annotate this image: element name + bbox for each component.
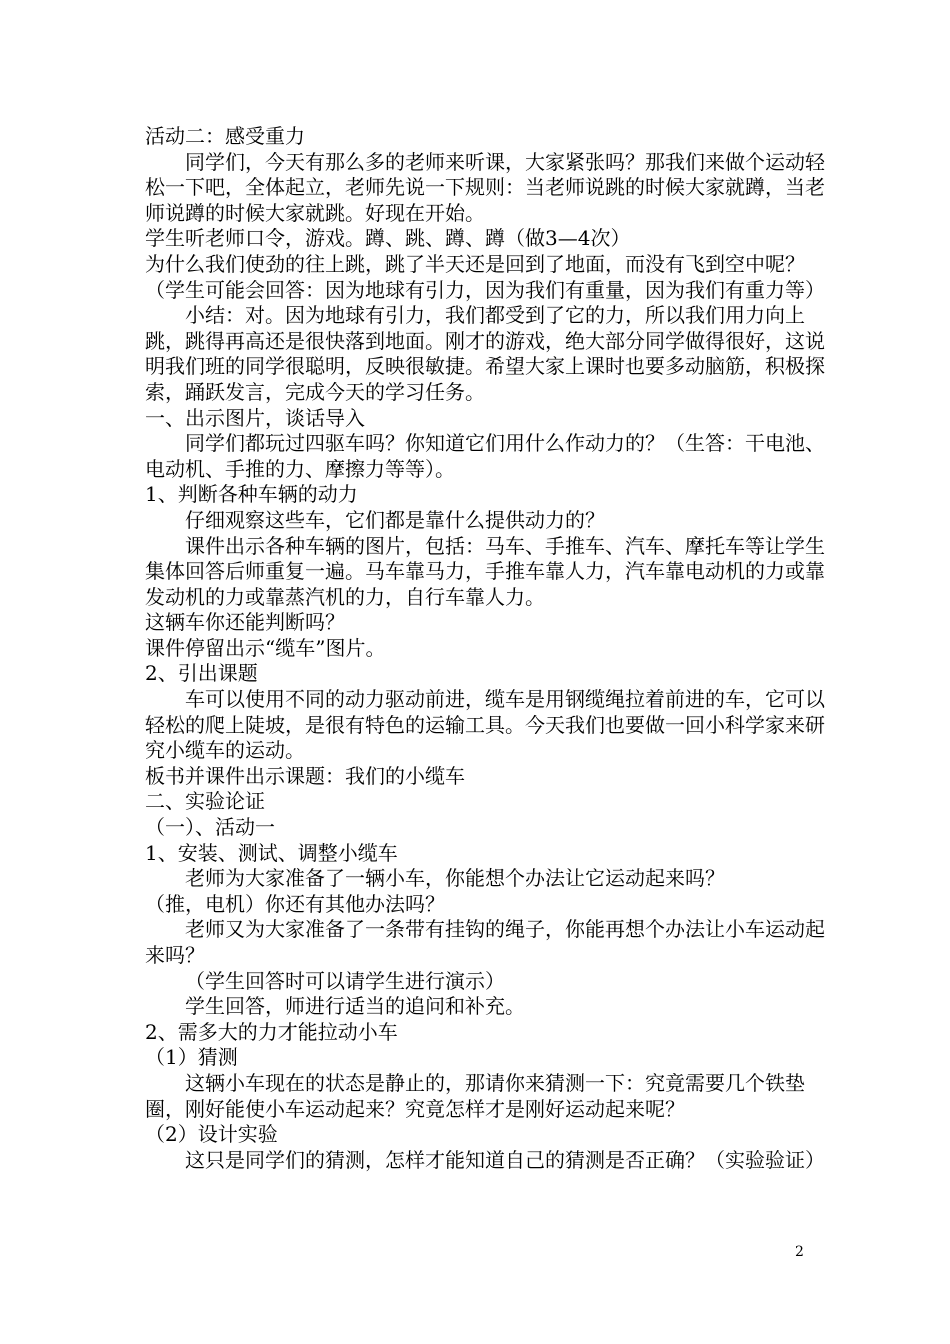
paragraph: 板书并课件出示课题：我们的小缆车 [145, 763, 465, 788]
heading-section-two: 二、实验论证 [145, 789, 265, 814]
heading-item-2: 2、引出课题 [145, 661, 258, 686]
heading-item-2: 2、需多大的力才能拉动小车 [145, 1019, 398, 1044]
heading-subitem-2: （2）设计实验 [145, 1122, 278, 1147]
paragraph: 学生回答，师进行适当的追问和补充。 [185, 994, 525, 1019]
heading-item-1: 1、安装、测试、调整小缆车 [145, 840, 398, 865]
paragraph: 这辆车你还能判断吗？ [145, 610, 345, 635]
paragraph: 课件停留出示“缆车”图片。 [145, 635, 386, 660]
heading-activity-two: 活动二：感受重力 [145, 124, 305, 148]
paragraph: 学生听老师口令，游戏。蹲、跳、蹲、蹲（做3—4次） [145, 226, 631, 251]
page-number: 2 [795, 1244, 804, 1260]
paragraph-summary: 小结：对。因为地球有引力，我们都受到了它的力，所以我们用力向上跳，跳得再高还是很快落到地面。刚才的游戏，绝大部分同学做得很好，这说明我们班的同学很聪明，反映很敏捷。希望大家上课时也要多动脑筋，积极探索，踊跃发言，完成今天的学习任务。 [145, 303, 825, 404]
paragraph: 仔细观察这些车，它们都是靠什么提供动力的？ [185, 507, 605, 532]
paragraph: 为什么我们使劲的往上跳，跳了半天还是回到了地面，而没有飞到空中呢？ [145, 251, 805, 276]
paragraph: 同学们都玩过四驱车吗？你知道它们用什么作动力的？（生答：干电池、电动机、手推的力、摩擦力等等）。 [145, 431, 825, 481]
heading-section-one: 一、出示图片，谈话导入 [145, 405, 365, 430]
paragraph: 课件出示各种车辆的图片，包括：马车、手推车、汽车、摩托车等让学生集体回答后师重复一遍。马车靠马力，手推车靠人力，汽车靠电动机的力或靠发动机的力或靠蒸汽机的力，自行车靠人力。 [145, 533, 825, 609]
paragraph: 同学们，今天有那么多的老师来听课，大家紧张吗？那我们来做个运动轻松一下吧，全体起立，老师先说一下规则：当老师说跳的时候大家就蹲，当老师说蹲的时候大家就跳。好现在开始。 [145, 149, 825, 225]
paragraph: 老师又为大家准备了一条带有挂钩的绳子，你能再想个办法让小车运动起来吗？ [145, 917, 825, 967]
paragraph: 这辆小车现在的状态是静止的，那请你来猜测一下：究竟需要几个铁垫圈，刚好能使小车运动起来？究竟怎样才是刚好运动起来呢？ [145, 1070, 805, 1121]
heading-item-1: 1、判断各种车辆的动力 [145, 482, 358, 507]
heading-activity-one: （一）、活动一 [145, 815, 275, 840]
paragraph: 老师为大家准备了一辆小车，你能想个办法让它运动起来吗？ [185, 866, 725, 891]
paragraph: （推，电机）你还有其他办法吗？ [145, 891, 445, 916]
document-body [145, 124, 825, 1173]
paragraph: 车可以使用不同的动力驱动前进，缆车是用钢缆绳拉着前进的车，它可以轻松的爬上陡坡，是很有特色的运输工具。今天我们也要做一回小科学家来研究小缆车的运动。 [145, 687, 825, 763]
heading-subitem-1: （1）猜测 [145, 1045, 238, 1070]
paragraph: 这只是同学们的猜测，怎样才能知道自己的猜测是否正确？（实验验证） [185, 1147, 825, 1172]
paragraph: （学生回答时可以请学生进行演示） [185, 968, 505, 993]
paragraph: （学生可能会回答：因为地球有引力，因为我们有重量，因为我们有重力等） [145, 277, 825, 302]
